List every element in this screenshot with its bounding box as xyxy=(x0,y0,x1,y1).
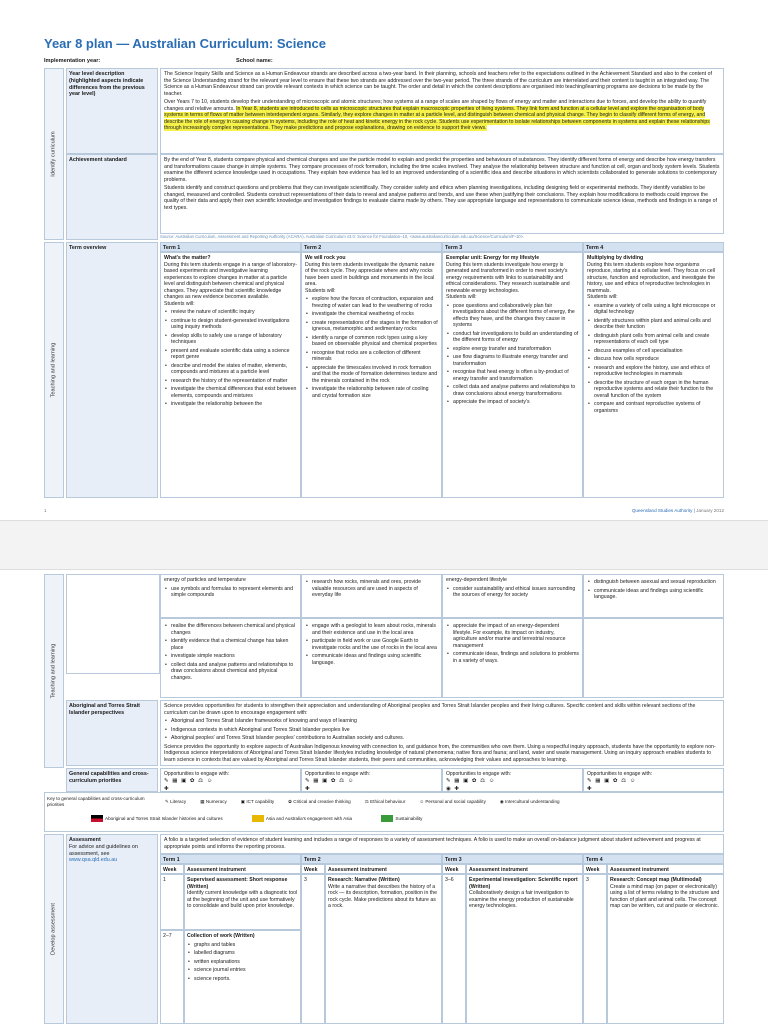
term-1-overview: What's the matter? During this term students engage in a range of laboratory-based experiments and investigative learning experiences to explore changes in matter at a particle level and distinguish between chemical and physical changes. They appreciate that scientific knowledge changes as new evidence becomes available. Students will: • review the nature of scientific inquiry • continue to design student-generated investigations using inquiry methods • develop skills to safely use a range of laboratory techniques • present and evaluate scientific data using a science report genre • describe and model the states of matter, elements, compounds and mixtures at a particle level • research the history of the representation of matter • investigate the chemical differences that exist between elements, compounds and mixtures • investigate the relationship between the xyxy=(160,252,301,498)
list-item: • participate in field work or use Google Earth to investigate rocks and the use of rocks in the local area xyxy=(305,638,438,651)
list-item: • investigate the chemical differences that exist between elements, compounds and mixtures xyxy=(164,386,297,399)
list-item: • describe and model the states of matter, elements, compounds and mixtures at a particle level xyxy=(164,363,297,376)
list-item: • appreciate the timescales involved in rock formation and that the mode of formation determines texture and the minerals contained in the rock xyxy=(305,365,438,385)
t1-a1-week: 1 xyxy=(160,874,184,930)
overview-continued-blank xyxy=(66,574,160,674)
page-2 xyxy=(0,570,768,1024)
list-item: • discuss examples of cell specialisation xyxy=(587,348,720,355)
t1-a2-instrument: Collection of work (Written) • graphs and tables • labelled diagrams • written explanations • science journal entries • science reports. xyxy=(184,930,301,1024)
highlighted-text: In Year 8, students are introduced to cells as microscopic structures that explain macroscopic properties of living systems. They link form and function at a cellular level and explore the organisation of body systems in terms of flows of matter between interdependent organs. Similarly, they explore changes in matter at a particle level, and distinguish between chemical and physical change. They begin to classify different forms of energy, and describe the role of energy in causing change in systems, including the role of heat and kinetic energy in the rock cycle. Students use experimentation to isolate relationships between components in systems and explain these relationships through increasingly complex representations. They make predictions and propose explanations, drawing on evidence to support their views. xyxy=(164,105,710,131)
instrument-header-2: Assessment instrument xyxy=(325,864,442,874)
term-4-overview: Multiplying by dividing During this term students explore how organisms reproduce, starting at a cellular level. They focus on cell structure, function and reproduction, and investigate the history, use and ethics of reproductive technologies in mammals. Students will: • examine a variety of cells using a light microscope or digital technology • identify structures within plant and animal cells and describe their function • distinguish plant cells from animal cells and create representations of each cell type • discuss examples of cell specialisation • discuss how cells reproduce • research and explore the history, use and ethics of reproductive technologies in mammals • describe the structure of each organ in the human reproductive systems and relate their function to the overall function of the system • compare and contrast reproductive systems of organisms xyxy=(583,252,724,498)
atsi-text: Science provides opportunities for students to strengthen their appreciation and understanding of Aboriginal peoples and Torres Strait Islander peoples and their living cultures. Specific content and skills within relevant sections of the curriculum can be drawn upon to encourage engagement with: • Aboriginal and Torres Strait Islander frameworks of knowing and ways of learning • Indigenous contexts in which Aboriginal and Torres Strait Islander peoples live • Aboriginal peoples' and Torres Strait Islander peoples' contributions to Australian society and cultures. Science provides the opportunity to explore aspects of Australian Indigenous knowing with connection to, and guidance from, the communities who own them. Using a respectful inquiry approach, students have the opportunity to explore non-Indigenous science interpretations of Aboriginal and Torres Strait Islander lifestyles including knowledge of natural phenomena; native flora and fauna; and land, water and waste management. Using an inquiry approach enables students to learn science in contexts that are valued by Aboriginal and Torres Strait Islander students, their peers and communities, acknowledging their values and approaches to learning. xyxy=(160,700,724,766)
week-header-1: Week xyxy=(160,864,184,874)
list-item: • review the nature of scientific inquiry xyxy=(164,309,297,316)
year-level-description: The Science Inquiry Skills and Science as a Human Endeavour strands are described across a two-year band. In their planning, schools and teachers refer to the expectations outlined in the Achievement Standard and also to the content of the Science Understanding strand for the relevant year level to ensure that these two strands are addressed over the two-year period. The three strands of the curriculum are interrelated and their content is taught in an integrated way. The Science as a Human Endeavour strand can provide relevant contexts in which science can be taught. The order and detail in which the content descriptions are organised into teaching/learning programs are decisions to be made by the teacher. Over Years 7 to 10, students develop their understanding of microscopic and atomic structures; how systems at a range of scales are shaped by flows of energy and matter and interactions due to forces, and develop the ability to quantify changes and relative amounts. In Year 8, students are introduced to cells as microscopic structures that explain macroscopic properties of living systems. They link form and function at a cellular level and explore the organisation of body systems in terms of flows of matter between interdependent organs. Similarly, they explore changes in matter at a particle level, and distinguish between chemical and physical change. They begin to classify different forms of energy, and describe the role of energy in causing change in systems, including the role of heat and kinetic energy in the rock cycle. Students use experimentation to isolate relationships between components in systems and explain these relationships through increasingly complex representations. They make predictions and propose explanations, drawing on evidence to support their views. xyxy=(160,68,724,154)
gc-term-4: Opportunities to engage with: ✎ ▦ ▣ ✿ ⚖ ☺ ✚ xyxy=(583,768,724,792)
gc-term-1: Opportunities to engage with: ✎ ▦ ▣ ✿ ⚖ ☺ ✚ xyxy=(160,768,301,792)
aboriginal-flag-icon xyxy=(91,815,103,822)
list-item: • communicate ideas and findings using scientific language. xyxy=(587,588,720,601)
term-2-overview: We will rock you During this term students investigate the dynamic nature of the rock cycle. They appreciate where and why rocks have been used in buildings and monuments in the local area. Students will: • explore how the forces of contraction, expansion and freezing of water can lead to the weathering of rocks • investigate the chemical weathering of rocks • create representations of the stages in the formation of igneous, metamorphic and sedimentary rocks • identify a range of common rock types using a key based on observable physical and chemical properties • recognise that rocks are a collection of different minerals • appreciate the timescales involved in rock formation and that the mode of formation determines texture and the minerals contained in the rock • investigate the relationship between rate of cooling and crystal formation size xyxy=(301,252,442,498)
key-row-2: Aboriginal and Torres Strait Islander histories and cultures Asia and Australia's engagement with Asia Sustainability xyxy=(91,815,450,822)
t2-continued-a xyxy=(301,574,442,618)
week-header-2: Week xyxy=(301,864,325,874)
term-overview-label: Term overview xyxy=(66,242,158,498)
side-label-teaching-2: Teaching and learning xyxy=(44,574,64,768)
term-3-overview: Exemplar unit: Energy for my lifestyle During this term students investigate how energy is generated and transformed in order to meet society's energy requirements with links to sustainability and ethical considerations. They research sustainable and renewable energy technologies. Students will: • pose questions and collaboratively plan fair investigations about the different forms of energy, the effects they have, and the changes they cause in systems • conduct fair investigations to build an understanding of the different forms of energy • explore energy transfer and transformation • use flow diagrams to illustrate energy transfer and transformation • recognise that heat energy is often a by-product of energy transfer and transformation • collect data and analyse patterns and relationships to draw conclusions about energy transformations • appreciate the impact of society's xyxy=(442,252,583,498)
list-item: • investigate the relationship between rate of cooling and crystal formation size xyxy=(305,386,438,399)
list-item: • collect data and analyse patterns and relationships to draw conclusions about chemical and physical changes. xyxy=(164,662,297,682)
list-item: • explore how the forces of contraction, expansion and freezing of water can lead to the weathering of rocks xyxy=(305,296,438,309)
achievement-standard-text: By the end of Year 8, students compare physical and chemical changes and use the particle model to explain and predict the properties and behaviours of substances. They identify different forms of energy and describe how energy transfers and transformations cause change in simple systems. They compare processes of rock formation, including the time scales involved. They analyse the relationship between structure and function at cell, organ and body system levels. Students examine the different science knowledge used in occupations. They explain how evidence has led to an improved understanding of a scientific idea and describe situations in which scientists collaborated to generate solutions to contemporary problems. Students identify and construct questions and problems that they can investigate scientifically. They consider safety and ethics when planning investigations, including designing field or experimental methods. They identify variables to be changed, measured and controlled. Students construct representations of their data to reveal and analyse patterns and trends, and use these when justifying their conclusions. They explain how modifications to methods could improve the quality of their data and apply their own scientific knowledge and investigation findings to evaluate claims made by others. They use appropriate language and representations to communicate science ideas, methods and findings in a range of text types. xyxy=(160,154,724,234)
t2-instrument: Research: Narrative (Written) Write a narrative that describes the history of a rock — its description, formation, position in the rock cycle. Make predictions about its future as a rock. xyxy=(325,874,442,1024)
implementation-year-label: Implementation year: xyxy=(44,58,101,64)
list-item: • science reports. xyxy=(187,976,298,983)
t2-continued-b xyxy=(301,618,442,698)
t4-week: 3 xyxy=(583,874,607,1024)
list-item: • collect data and analyse patterns and relationships to draw conclusions about energy transformations xyxy=(446,384,579,397)
list-item: • conduct fair investigations to build an understanding of the different forms of energy xyxy=(446,331,579,344)
t1-a2-week: 2–7 xyxy=(160,930,184,1024)
t3-continued-a: energy-dependent lifestyle • consider sustainability and ethical issues surrounding the sources of energy for society xyxy=(442,574,583,618)
t3-continued-b xyxy=(442,618,583,698)
list-item: • communicate ideas and findings using scientific language. xyxy=(305,653,438,666)
list-item: • written explanations xyxy=(187,959,298,966)
term-3-header: Term 3 xyxy=(442,242,583,252)
list-item: • research and explore the history, use and ethics of reproductive technologies in mammals xyxy=(587,365,720,378)
list-item: • use symbols and formulas to represent elements and simple compounds xyxy=(164,586,297,599)
term-2-header: Term 2 xyxy=(301,242,442,252)
gc-term-2: Opportunities to engage with: ✎ ▦ ▣ ✿ ⚖ ☺ ✚ xyxy=(301,768,442,792)
source-note: Source: Australian Curriculum, Assessment and Reporting Authority (ACARA), Australian Curriculum v3.0: Science for Foundation–10, <www.australiancurriculum.edu.au/Science/Curriculum/F-10>. xyxy=(160,234,525,239)
page-footer: Queensland Studies Authority | January 2012 xyxy=(631,508,724,513)
list-item: • communicate ideas, findings and solutions to problems in a variety of ways. xyxy=(446,651,579,664)
year-level-label: Year level description (highlighted aspects indicate differences from the previous year level) xyxy=(66,68,158,154)
list-item: • consider sustainability and ethical issues surrounding the sources of energy for society xyxy=(446,586,579,599)
t4-instrument: Research: Concept map (Multimodal) Create a mind map (on paper or electronically) using a list of terms relating to the structure and function of plant and animal cells. The concept map can be written, cut and paste or electronic. xyxy=(607,874,724,1024)
t4-continued-a xyxy=(583,574,724,618)
t1-continued-a: energy of particles and temperature • use symbols and formulas to represent elements and simple compounds xyxy=(160,574,301,618)
side-label-teaching: Teaching and learning xyxy=(44,242,64,498)
atsi-label: Aboriginal and Torres Strait Islander perspectives xyxy=(66,700,158,766)
list-item: • develop skills to safely use a range of laboratory techniques xyxy=(164,333,297,346)
list-item: • appreciate the impact of an energy-dependent lifestyle. For example, its impact on industry, agriculture and/or marine and terrestrial resource management xyxy=(446,623,579,649)
list-item: • distinguish plant cells from animal cells and create representations of each cell type xyxy=(587,333,720,346)
qsa-link[interactable]: www.qsa.qld.edu.au xyxy=(69,857,118,864)
list-item: • compare and contrast reproductive systems of organisms xyxy=(587,401,720,414)
side-label-develop: Develop assessment xyxy=(44,834,64,1024)
sustainability-icon xyxy=(381,815,393,822)
list-item: • explore energy transfer and transformation xyxy=(446,346,579,353)
assess-term-1-header: Term 1 xyxy=(160,854,301,864)
term-4-header: Term 4 xyxy=(583,242,724,252)
list-item: • engage with a geologist to learn about rocks, minerals and their existence and use in the local area xyxy=(305,623,438,636)
t1-a1-instrument: Supervised assessment: Short response (Written) Identify current knowledge with a diagnostic tool at the beginning of the unit and use formatively to consolidate and build upon prior knowledge. xyxy=(184,874,301,930)
page-number: 1 xyxy=(44,508,47,513)
list-item: • pose questions and collaboratively plan fair investigations about the different forms of energy, the effects they have, and the changes they cause in systems xyxy=(446,303,579,329)
assess-term-4-header: Term 4 xyxy=(583,854,724,864)
t1-continued-b xyxy=(160,618,301,698)
week-header-4: Week xyxy=(583,864,607,874)
list-item: • investigate the relationship between the xyxy=(164,401,297,408)
list-item: • graphs and tables xyxy=(187,942,298,949)
list-item: • continue to design student-generated investigations using inquiry methods xyxy=(164,318,297,331)
t3-week: 3–6 xyxy=(442,874,466,1024)
key-row-1: ✎ Literacy ▦ Numeracy ▣ ICT capability ✿ Critical and creative thinking ⚖ Ethical behaviour ☺ Personal and social capability ◉ Intercultural understanding xyxy=(165,799,560,804)
list-item: • science journal entries xyxy=(187,967,298,974)
school-name-label: School name: xyxy=(236,58,273,64)
page-gap xyxy=(0,520,768,570)
side-label-identify: Identify curriculum xyxy=(44,68,64,240)
t4-continued-b xyxy=(583,618,724,698)
assessment-label: Assessment For advice and guidelines on assessment, see www.qsa.qld.edu.au xyxy=(66,834,158,1024)
list-item: • distinguish between asexual and sexual reproduction xyxy=(587,579,720,586)
list-item: • investigate simple reactions xyxy=(164,653,297,660)
list-item: • identify a range of common rock types using a key based on observable physical and chemical properties xyxy=(305,335,438,348)
gc-label: General capabilities and cross-curriculum priorities xyxy=(66,768,158,792)
capabilities-key: Key to general capabilities and cross-curriculum priorities ✎ Literacy ▦ Numeracy ▣ ICT capability ✿ Critical and creative thinking ⚖ Ethical behaviour ☺ Personal and social capability ◉ Intercultural understanding Aboriginal and Torres Strait Islander histories and cultures Asia and Australia's engagement with Asia Sustainability xyxy=(44,792,724,832)
list-item: • investigate the chemical weathering of rocks xyxy=(305,311,438,318)
list-item: • discuss how cells reproduce xyxy=(587,356,720,363)
assessment-intro: A folio is a targeted selection of evidence of student learning and includes a range of responses to a variety of assessment techniques. A folio is used to make an overall on-balance judgment about student achievement and progress at appropriate points and informs the reporting process. xyxy=(160,834,724,854)
list-item: • research the history of the representation of matter xyxy=(164,378,297,385)
instrument-header-4: Assessment instrument xyxy=(607,864,724,874)
assess-term-3-header: Term 3 xyxy=(442,854,583,864)
list-item: • examine a variety of cells using a light microscope or digital technology xyxy=(587,303,720,316)
list-item: • create representations of the stages in the formation of igneous, metamorphic and sedimentary rocks xyxy=(305,320,438,333)
page-title: Year 8 plan — Australian Curriculum: Science xyxy=(44,36,327,51)
list-item: • identify evidence that a chemical change has taken place xyxy=(164,638,297,651)
list-item: • recognise that rocks are a collection of different minerals xyxy=(305,350,438,363)
list-item: • Indigenous contexts in which Aboriginal and Torres Strait Islander peoples live xyxy=(164,727,720,734)
list-item: • research how rocks, minerals and ores, provide valuable resources and are used in aspects of everyday life xyxy=(305,579,438,599)
list-item: • describe the structure of each organ in the human reproductive systems and relate their function to the overall function of the system xyxy=(587,380,720,400)
gc-term-3: Opportunities to engage with: ✎ ▦ ▣ ✿ ⚖ ☺ ◉ ✚ xyxy=(442,768,583,792)
list-item: • present and evaluate scientific data using a science report genre xyxy=(164,348,297,361)
week-header-3: Week xyxy=(442,864,466,874)
t3-instrument: Experimental investigation: Scientific report (Written) Collaboratively design a fair investigation to examine the energy production of sustainable energy technologies. xyxy=(466,874,583,1024)
achievement-standard-label: Achievement standard xyxy=(66,154,158,240)
list-item: • appreciate the impact of society's xyxy=(446,399,579,406)
instrument-header-1: Assessment instrument xyxy=(184,864,301,874)
list-item: • recognise that heat energy is often a by-product of energy transfer and transformation xyxy=(446,369,579,382)
term-1-header: Term 1 xyxy=(160,242,301,252)
list-item: • realise the differences between chemical and physical changes xyxy=(164,623,297,636)
t2-week: 3 xyxy=(301,874,325,1024)
list-item: • use flow diagrams to illustrate energy transfer and transformation xyxy=(446,354,579,367)
asia-icon xyxy=(252,815,264,822)
list-item: • labelled diagrams xyxy=(187,950,298,957)
instrument-header-3: Assessment instrument xyxy=(466,864,583,874)
list-item: • Aboriginal and Torres Strait Islander frameworks of knowing and ways of learning xyxy=(164,718,720,725)
list-item: • identify structures within plant and animal cells and describe their function xyxy=(587,318,720,331)
list-item: • Aboriginal peoples' and Torres Strait Islander peoples' contributions to Australian society and cultures. xyxy=(164,735,720,742)
assess-term-2-header: Term 2 xyxy=(301,854,442,864)
